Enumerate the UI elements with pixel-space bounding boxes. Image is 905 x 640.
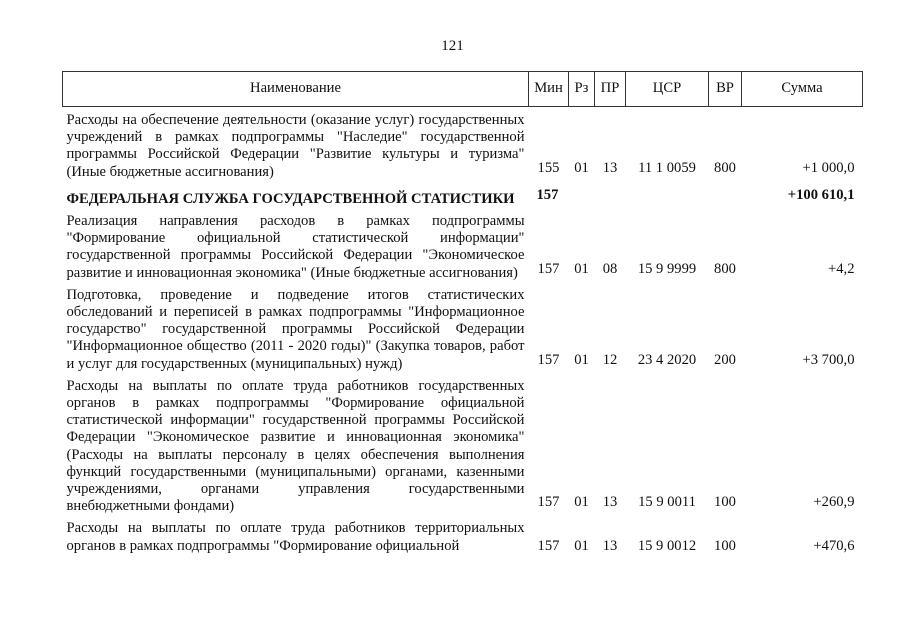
row-name: Расходы на выплаты по оплате труда работников государственных органов в рамках подпрограммы "Формирование официальной статистической информации" государственной программы Российской Федерации "Экономическое развитие и инновационная экономика" (Расходы на выплаты персоналу в целях обеспечения выполнения функций государственными (муниципальными) органами, казенными учреждениями, органами управления государственными внебюджетными фондами) [66,377,525,515]
row-csr [626,181,709,208]
row-rz: 01 [574,351,589,368]
row-rz: 01 [574,494,589,511]
row-rz: 01 [574,260,589,277]
row-name: Расходы на обеспечение деятельности (оказание услуг) государственных учреждений в рамках подпрограммы "Наследие" государственной программы Российской Федерации "Развитие культуры и туризма" (Иные бюджетные ассигнования) [66,112,525,180]
header-pr: ПР [595,72,626,107]
row-pr: 13 [602,494,618,511]
row-vr [709,181,742,208]
table-row [63,282,863,373]
header-name: Наименование [63,72,529,107]
table-row [63,373,863,516]
section-title: ФЕДЕРАЛЬНАЯ СЛУЖБА ГОСУДАРСТВЕННОЙ СТАТИСТИКИ [66,190,515,207]
row-vr: 100 [714,494,736,511]
row-vr: 200 [714,351,736,368]
row-csr: 23 4 2020 [637,351,697,368]
row-rz: 01 [574,537,589,554]
row-csr: 11 1 0059 [638,159,696,176]
row-min: 157 [537,351,560,368]
table-row [63,515,863,554]
row-sum: +4,2 [828,260,855,277]
table-row [63,208,863,282]
row-csr: 15 9 9999 [637,260,697,277]
row-pr: 13 [602,537,618,554]
row-csr: 15 9 0011 [638,494,696,511]
row-pr [595,181,626,208]
row-rz: 01 [574,159,589,176]
table-header-row [63,72,863,107]
row-vr: 800 [714,260,736,277]
row-sum: +3 700,0 [802,351,855,368]
row-vr: 100 [714,537,736,554]
row-name: Расходы на выплаты по оплате труда работников территориальных органов в рамках подпрограммы "Формирование официальной [66,520,525,554]
row-sum: +1 000,0 [802,159,855,176]
page-number: 121 [441,38,464,54]
header-vr: ВР [709,72,742,107]
row-min: 155 [537,159,560,176]
row-min: 157 [537,537,560,554]
row-min: 157 [537,494,560,511]
row-rz [569,181,595,208]
header-rz: Рз [569,72,595,107]
header-sum: Сумма [742,72,863,107]
row-vr: 800 [714,159,736,176]
row-sum: +470,6 [813,537,855,554]
header-min: Мин [529,72,569,107]
row-sum: +260,9 [813,494,855,511]
row-pr: 13 [602,159,618,176]
row-name: Реализация направления расходов в рамках подпрограммы "Формирование официальной статистической информации" государственной программы Российской Федерации "Экономическое развитие и инновационная экономика" (Иные бюджетные ассигнования) [66,213,525,281]
row-csr: 15 9 0012 [637,537,697,554]
row-name: Подготовка, проведение и подведение итогов статистических обследований и переписей в рамках подпрограммы "Информационное государство" государственной программы Российской Федерации "Информационное общество (2011 - 2020 годы)" (Закупка товаров, работ и услуг для государственных (муниципальных) нужд) [66,286,525,372]
section-header-row [63,181,863,208]
budget-table [62,71,863,555]
row-min: 157 [537,260,560,277]
row-pr: 12 [602,351,618,368]
header-csr: ЦСР [626,72,709,107]
row-pr: 08 [602,260,618,277]
row-min: 157 [536,186,559,203]
table-row [63,107,863,181]
row-sum: +100 610,1 [787,186,855,203]
